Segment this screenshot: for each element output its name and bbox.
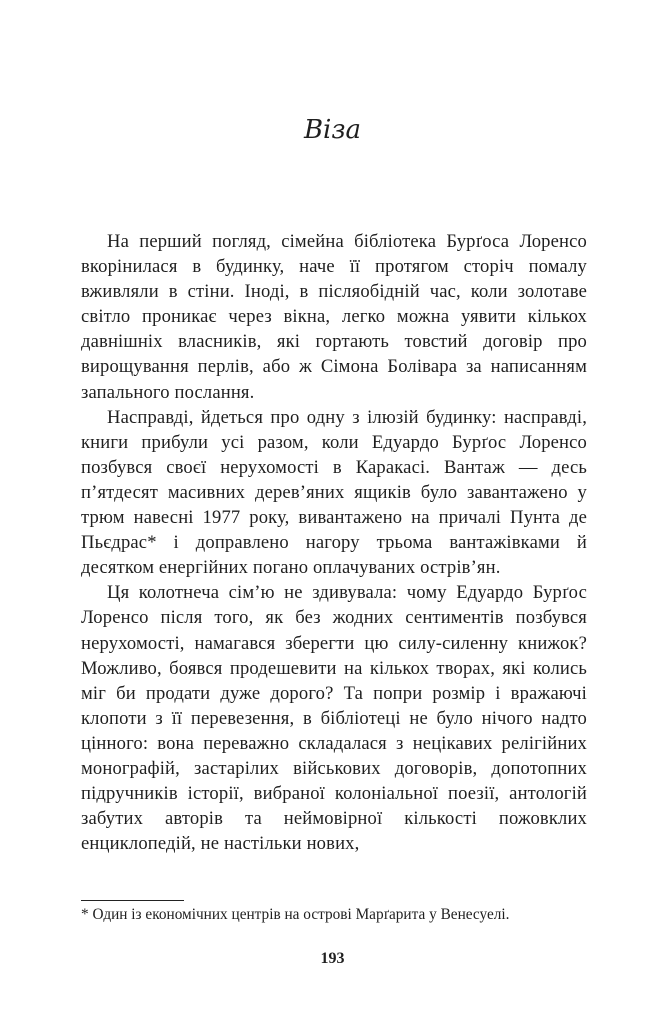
footnote: * Один із економічних центрів на острові Марґарита у Венесуелі.: [81, 906, 510, 923]
body-text: [81, 229, 587, 856]
paragraph-1: На перший погляд, сімейна бібліотека Бурґоса Лоренсо вкорінилася в будинку, наче її протягом сторіч помалу вживляли в стіни. Іноді, в післяобідній час, коли золотаве світло проникає через вікна, легко можна уявити кількох давнішніх власників, які гортають товстий договір про вирощування перлів, або ж Сімона Болівара за написанням запального послання.: [81, 231, 587, 403]
paragraph-3: Ця колотнеча сім’ю не здивувала: чому Едуардо Бурґос Лоренсо після того, як без жодних сентиментів позбувся нерухомості, намагався зберегти цю силу-силенну книжок? Можливо, боявся продешевити на кількох творах, які колись міг би продати дуже дорого? Та попри розмір і вражаючі клопоти з її перевезення, в бібліотеці не було нічого надто цінного: вона переважно складалася з нецікавих релігійних монографій, застарілих військових договорів, допотопних підручників історії, вибраної колоніальної поезії, антологій забутих авторів та неймовірної кількості пожовклих енциклопедій, не настільки нових,: [81, 582, 587, 855]
chapter-title: Віза: [303, 115, 362, 145]
page-number: 193: [320, 950, 345, 967]
footnote-divider: [81, 900, 184, 901]
paragraph-2: Насправді, йдеться про одну з ілюзій будинку: насправді, книги прибули усі разом, коли Едуардо Бурґос Лоренсо позбувся своєї нерухомості в Каракасі. Вантаж — десь п’ятдесят масивних дерев’яних ящиків було завантажено у трюм навесні 1977 року, вивантажено на причалі Пунта де Пьєдрас* і доправлено нагору трьома вантажівками й десятком енергійних погано оплачуваних острів’ян.: [81, 406, 587, 579]
